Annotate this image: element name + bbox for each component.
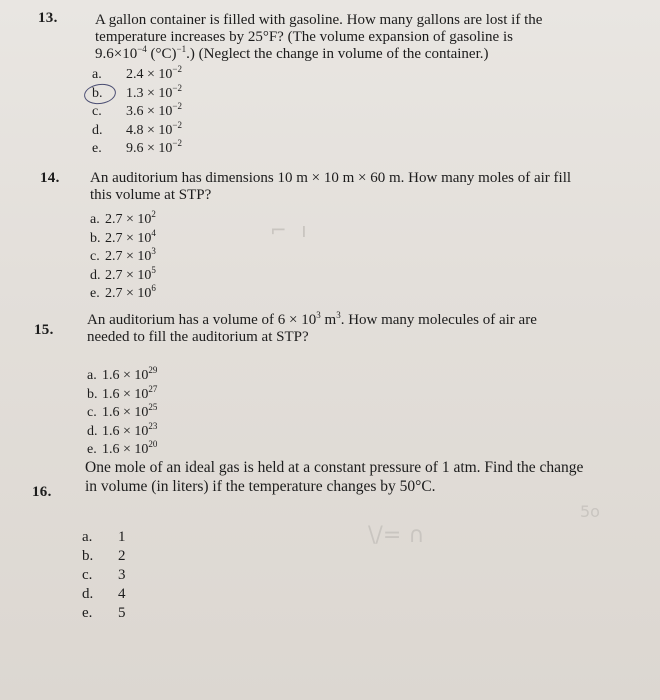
choice-e[interactable] [87,441,157,460]
choice-e[interactable] [90,285,156,304]
choice-letter: c. [87,405,97,420]
choice-letter: b. [92,85,103,101]
choice-base: 1.6 × 10 [102,405,149,420]
choice-base: 2.7 × 10 [105,286,152,301]
choice-d[interactable] [90,264,156,286]
choice-b[interactable] [92,82,182,104]
stem-line1-a: An auditorium has a volume of 6 × 10 [87,312,317,328]
choice-base: 2.7 × 10 [105,212,152,227]
choice-exp: −2 [172,82,182,93]
stem-line: needed to fill the auditorium at STP? [87,329,309,345]
stem-line: this volume at STP? [90,187,212,203]
choice-list [87,367,157,460]
choice-exp: 5 [151,264,156,275]
choice-letter: e. [82,605,93,621]
choice-base: 2.7 × 10 [105,267,152,283]
choice-base: 1.6 × 10 [102,442,149,457]
question-stem [87,312,657,346]
choice-d[interactable] [87,420,158,442]
choice-e[interactable] [82,604,126,623]
stem-line: in volume (in liters) if the temperature changes by 50°C. [85,478,436,495]
choice-exp: −2 [172,119,182,130]
choice-a[interactable] [92,66,182,85]
choice-c[interactable] [87,404,157,423]
choice-letter: d. [90,267,101,283]
choice-b[interactable] [90,227,156,249]
pencil-scribble: ⌐ ı [270,218,311,242]
stem-line3-base: 9.6×10 [95,46,138,62]
choice-value: 3 [118,567,126,583]
choice-base: 1.6 × 10 [102,368,149,383]
choice-exp: −2 [172,138,182,148]
stem-line: One mole of an ideal gas is held at a constant pressure of 1 atm. Find the change [85,459,584,476]
choice-list [92,66,182,159]
stem-line1-b: m [320,312,337,328]
stem-line: temperature increases by 25°F? (The volume expansion of gasoline is [95,29,513,45]
choice-letter: c. [92,104,102,119]
pencil-scribble: \/= ∩ [368,523,425,548]
choice-letter: b. [82,548,94,564]
choice-exp: 4 [151,227,156,238]
choice-exp: 23 [148,420,158,431]
stem-line: A gallon container is filled with gasoline. How many gallons are lost if the [95,12,543,28]
choice-c[interactable] [82,566,126,585]
choice-exp: 2 [151,209,156,219]
choice-base: 9.6 × 10 [126,141,173,156]
choice-c[interactable] [90,248,156,267]
choice-letter: c. [82,567,93,583]
choice-base: 2.4 × 10 [126,67,173,82]
choice-letter: a. [82,529,93,545]
choice-value: 1 [118,529,126,545]
choice-value: 2 [118,548,126,564]
choice-exp: −2 [172,101,182,111]
choice-list [82,528,126,623]
question-number: 13. [38,10,58,26]
choice-d[interactable] [92,119,182,141]
stem-line3-unit-exp: −1 [176,44,187,54]
choice-base: 4.8 × 10 [126,122,173,138]
stem-line [95,46,655,63]
choice-base: 1.6 × 10 [102,423,149,439]
choice-b[interactable] [87,383,158,405]
stem-line3-unit: (°C) [146,46,177,62]
stem-line3-rest: .) (Neglect the change in volume of the container.) [186,46,489,62]
choice-letter: e. [90,286,100,301]
choice-exp: 3 [151,246,156,256]
choice-exp: 27 [148,383,158,394]
choice-letter: a. [90,212,100,227]
choice-a[interactable] [87,367,157,386]
stem-line [87,312,657,329]
choice-c[interactable] [92,103,182,122]
choice-letter: a. [92,67,102,82]
stem-line1-exp2: 3 [336,310,341,320]
choice-list [90,211,156,304]
choice-letter: b. [87,386,98,402]
choice-base: 1.6 × 10 [102,386,149,402]
question-number: 14. [40,170,60,186]
choice-base: 2.7 × 10 [105,230,152,246]
choice-letter: d. [87,423,98,439]
question-stem [90,170,655,204]
choice-exp: 29 [148,365,158,375]
question-stem [85,458,660,496]
choice-e[interactable] [92,140,182,159]
pencil-scribble: 5ᴏ [580,502,600,521]
choice-letter: c. [90,249,100,264]
choice-a[interactable] [90,211,156,230]
choice-base: 1.3 × 10 [126,85,173,101]
question-stem [95,12,655,63]
choice-exp: 6 [151,283,156,293]
choice-letter: d. [82,586,94,602]
choice-a[interactable] [82,528,126,547]
choice-base: 2.7 × 10 [105,249,152,264]
choice-exp: −2 [172,64,182,74]
choice-letter: b. [90,230,101,246]
choice-base: 3.6 × 10 [126,104,173,119]
question-number: 16. [32,484,52,500]
choice-value: 4 [118,586,126,602]
stem-line: An auditorium has dimensions 10 m × 10 m × 60 m. How many moles of air fill [90,170,572,186]
choice-letter: e. [87,442,97,457]
choice-letter: a. [87,368,97,383]
stem-line3-exp: −4 [137,44,147,54]
choice-exp: 25 [148,402,158,412]
choice-b[interactable] [82,547,126,566]
choice-letter: d. [92,122,103,138]
choice-exp: 20 [148,439,158,449]
stem-line1-c: . How many molecules of air are [340,312,537,328]
choice-d[interactable] [82,585,126,604]
question-number: 15. [34,322,54,338]
stem-line1-exp: 3 [316,310,321,320]
choice-letter: e. [92,141,102,156]
choice-value: 5 [118,605,126,621]
